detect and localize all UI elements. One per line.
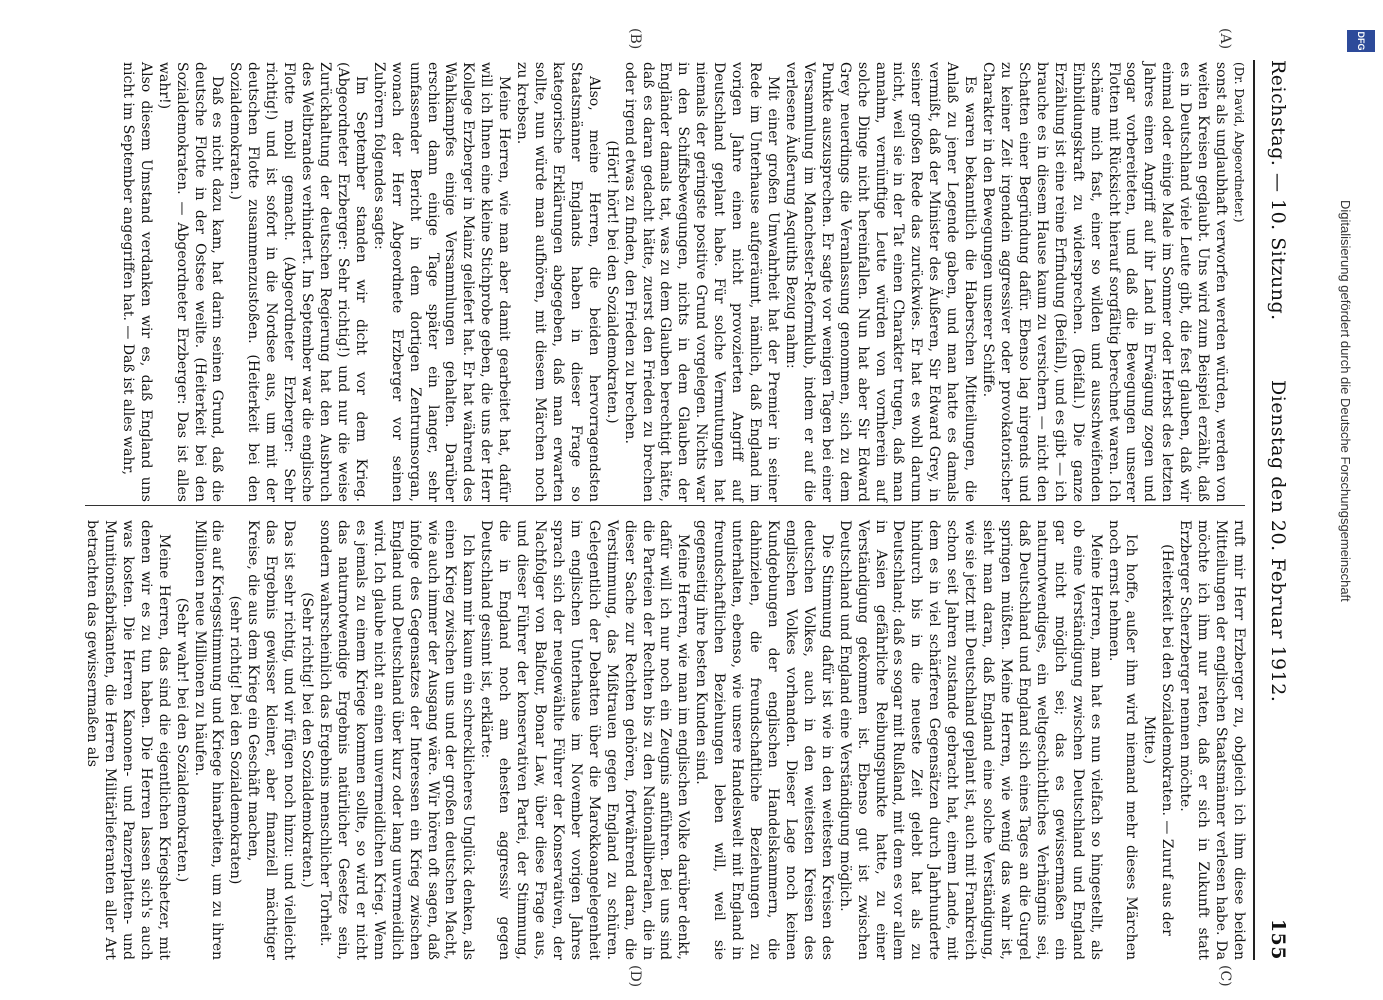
paragraph: ruft mir Herr Erzberger zu, obgleich ich ihm diese beiden Mitteilungen der englischen Staatsmänner verlesen habe. Da möchte ich ihm nur raten, daß er sich in Zukunft statt Erzberger Scherzberger nennen möchte. (1177, 520, 1247, 960)
paragraph: Meine Herren, das sind die eigentlichen Kriegshetzer, mit denen wir es zu tun haben. Die Herren lassen sich's auch was kosten. Die Herren Kanonen- und Panzerplatten- und Munitionsfabrikanten, die Herren Militärlieferanten aller Art betrachten das gewissermaßen als (84, 520, 172, 960)
quote-paragraph: Daß es nicht dazu kam, hat darin seinen Grund, daß die deutsche Flotte in der Ostsee weilte. (Heiterkeit bei den Sozialdemokraten. — Abgeordneter Erzberger: Das ist alles wahr!) (155, 62, 226, 502)
margin-letter-c: (C) (1217, 965, 1233, 987)
paragraph: die auf Kriegsstimmung und Kriege hinarbeiten, um zu ihren Millionen neue Millionen zu häufen. (191, 520, 226, 960)
header-left: Reichstag. — 10. Sitzung. (1267, 60, 1289, 321)
left-column (118, 62, 1247, 502)
paragraph: Also diesem Umstand verdanken wir es, daß England uns nicht im September angegriffen hat. — Daß ist alles wahr, (119, 62, 154, 502)
margin-letter-b: (B) (627, 28, 643, 50)
paragraph: sonst als unglaubhaft verworfen werden würden, werden von weiten Kreisen geglaubt. Uns wird zum Beispiel erzählt, daß es in Deutschland viele Leute gibt, die fest glauben, daß wir einmal oder einige Male im Sommer oder Herbst des letzten Jahres einen Angriff auf ihr Land in Erwägung zogen und sogar vorbereiteten, und daß die Bewegungen unserer Flotten mit Rücksicht hierauf sorgfältig berechnet waren. Ich schäme mich fast, einer so wilden und ausschweifenden Einbildungskraft zu widersprechen. (Beifall.) Die ganze Erzählung ist eine reine Erfindung (Beifall), und es gibt — ich brauche es in diesem Hause kaum zu versichern — nicht den Schatten einer Begründung dafür. Ebenso lag nirgends und zu keiner Zeit irgendein aggressiver oder provokatorischer Charakter in den Bewegungen unserer Schiffe. (980, 62, 1230, 502)
quote-paragraph: Ich kann mir kaum ein schrecklicheres Unglück denken, als einen Krieg zwischen uns und der großen deutschen Macht, wie auch immer der Ausgang wäre. Wir hören oft sagen, daß infolge des Gegensatzes der Interessen ein Krieg zwischen England und Deutschland über kurz oder lang unvermeidlich wird. Ich glaube nicht an einen unvermeidlichen Krieg. Wenn es jemals zu einem Kriege kommen sollte, so wird er nicht das naturnotwendige Ergebnis natürlicher Gesetze sein, sondern wahrscheinlich das Ergebnis menschlicher Torheit. (316, 520, 477, 960)
paragraph: Die Stimmung dafür ist wie in den weitesten Kreisen des deutschen Volkes, auch in den weitesten Kreisen des englischen Volkes vorhanden. Dieser Lage noch keinen Kundgebungen der englischen Handelskammern, die dahinzielen, die freundschaftliche Beziehungen zu unterhalten, ebenso, wie unsere Handelswelt mit England in freundschaftlichen Beziehungen leben will, weil sie gegenseitig ihre besten Kunden sind. (693, 520, 835, 960)
paragraph: Meine Herren, wie man im englischen Volke darüber denkt, dafür will ich nur noch ein Zeugnis anführen. Bei uns sind die Parteien der Rechten bis zu den Nationalliberalen, die in dieser Sache zur Rechten gehören, fortwährend daran, die Verstimmung, das Mißtrauen gegen England zu schüren. Gelegentlich der Debatten über die Marokkoangelegenheit im englischen Unterhause im November vorigen Jahres sprach sich der neugewählte Führer der Konservativen, der Nachfolger von Balfour, Bonar Law, über diese Frage aus, und dieser Führer der konservativen Partei, der Stimmung, die in England noch am ehesten aggressiv gegen Deutschland gesinnt ist, erklärte: (478, 520, 692, 960)
right-column (82, 520, 1247, 960)
quote-paragraph: Mit einer großen Umwahrheit hat der Premier in seiner Rede im Unterhause aufgeräumt, nämlich, daß England im vorigen Jahre einen nicht provozierten Angriff auf Deutschland geplant habe. Für solche Vermutungen hat niemals der geringste positive Grund vorgelegen. Nichts war in den Schiffsbewegungen, nichts in dem Glauben der Engländer damals tat, was zu dem Glauben berechtigt hätte, daß es daran gedacht hätte, zuerst den Frieden zu brechen oder irgend etwas zu finden, den Frieden zu brechen. (621, 62, 782, 502)
column-divider (85, 505, 1245, 506)
paragraph: Meine Herren, wie man aber damit gearbeitet hat, dafür will ich Ihnen eine kleine Stichprobe geben, die uns der Herr Kollege Erzberger in Mainz geliefert hat. Er hat während des Wahlkampfes einige Versammlungen gehalten. Darüber erschien dann einige Tage später ein langer, sehr umfassender Bericht in dem dortigen Zentrumsorgan, wonach der Herr Abgeordnete Erzberger vor seinen Zuhörern folgendes sagte: (370, 62, 513, 502)
page-header (1259, 60, 1295, 960)
interjection: (sehr richtig! bei den Sozialdemokraten) (227, 595, 244, 885)
paragraph: Meine Herren, man hat es nun vielfach so hingestellt, als ob eine Verständigung zwischen Deutschland und England gar nicht möglich sei; das es gewissermaßen ein naturnotwendiges, ein weltgeschichtliches Verhängnis sei, daß Deutschland und England sich eines Tages an die Gurgel springen müßten. Meine Herren, wie wenig das wahr ist, sieht man daran, daß England eine solche Verständigung, wie sie jetzt mit Deutschland geplant ist, auch mit Frankreich schon seit Jahren zustande gebracht hat, einem Lande, mit dem es in viel schärferen Gegensätzen durch Jahrhunderte hindurch bis in die neueste Zeit gelebt hat als zu Deutschland; daß es sogar mit Rußland, mit dem es vor allem in Asien gefährliche Reibungspunkte hatte, zu einer Verständigung gekommen ist. Ebenso gut ist zwischen Deutschland und England eine Verständigung möglich. (836, 520, 1104, 960)
margin-letter-d: (D) (627, 965, 643, 988)
interjection: (Heiterkeit bei den Sozialdemokraten. — Zuruf aus der Mitte.) (1141, 544, 1176, 936)
dfg-logo: DFG (1347, 30, 1375, 52)
interjection: (Sehr richtig! bei den Sozialdemokraten.) (299, 592, 316, 888)
digitization-note: Digitalisierung gefördert durch die Deutsche Forschungsgemeinschaft (1338, 200, 1353, 602)
paragraph: Also, meine Herren, die beiden hervorragendsten Staatsmänner Englands haben in dieser Frage so kategorische Erklärungen abgegeben, daß man erwarten sollte, nun würde man aufhören, mit diesem Märchen noch zu krebsen. (514, 62, 602, 502)
quote-paragraph: Im September standen wir dicht vor dem Krieg. (Abgeordneter Erzberger: Sehr richtig!) und nur die weise Zurückhaltung der deutschen Regierung hat den Ausbruch des Weltbrandes verhindert. Im September war die englische Flotte mobil gemacht. (Abgeordneter Erzberger: Sehr richtig!) und ist sofort in die Nordsee aus, um mit der deutschen Flotte zusammenzustoßen. (Heiterkeit bei den Sozialdemokraten.) (227, 62, 369, 502)
paragraph: Das ist sehr richtig, und wir fügen noch hinzu: und vielleicht das Ergebnis gewisser kleiner, aber finanziell mächtiger Kreise, die aus dem Krieg ein Geschäft machen, (245, 520, 298, 960)
page-number: 155 (1267, 918, 1289, 960)
paragraph: Ich hoffe, außer ihm wird niemand mehr dieses Märchen noch ernst nehmen. (1105, 520, 1140, 960)
interjection: (Sehr wahr! bei den Sozialdemokraten.) (173, 597, 190, 883)
header-rule (1253, 60, 1255, 960)
paragraph: Es waren bekanntlich die Haberschen Mitteilungen, die Anlaß zu jener Legende gaben, und man hatte es damals vermißt, daß der Minister des Äußeren, Sir Edward Grey, in seiner großen Rede das zurückwies. Er hat es wohl darum nicht, weil sie in der Tat einen Charakter trugen, daß man annahm, vernünftige Leute würden von vornherein auf solche Dinge nicht hereinfallen. Nun hat aber Sir Edward Grey neuerdings die Veranlassung genommen, sich zu dem Punkte auszusprechen. Er sagte vor wenigen Tagen bei einer Versammlung im Manchester-Reformklub, indem er auf die verlesene Äußerung Asquiths Bezug nahm: (782, 62, 979, 502)
margin-letter-a: (A) (1217, 28, 1233, 50)
speaker-reference: (Dr. David, Abgeordneter.) (1232, 62, 1246, 223)
interjection: (Hört! hört! bei den Sozialdemokraten.) (603, 140, 620, 424)
header-date: Dienstag den 20. Februar 1912. (1267, 380, 1289, 703)
